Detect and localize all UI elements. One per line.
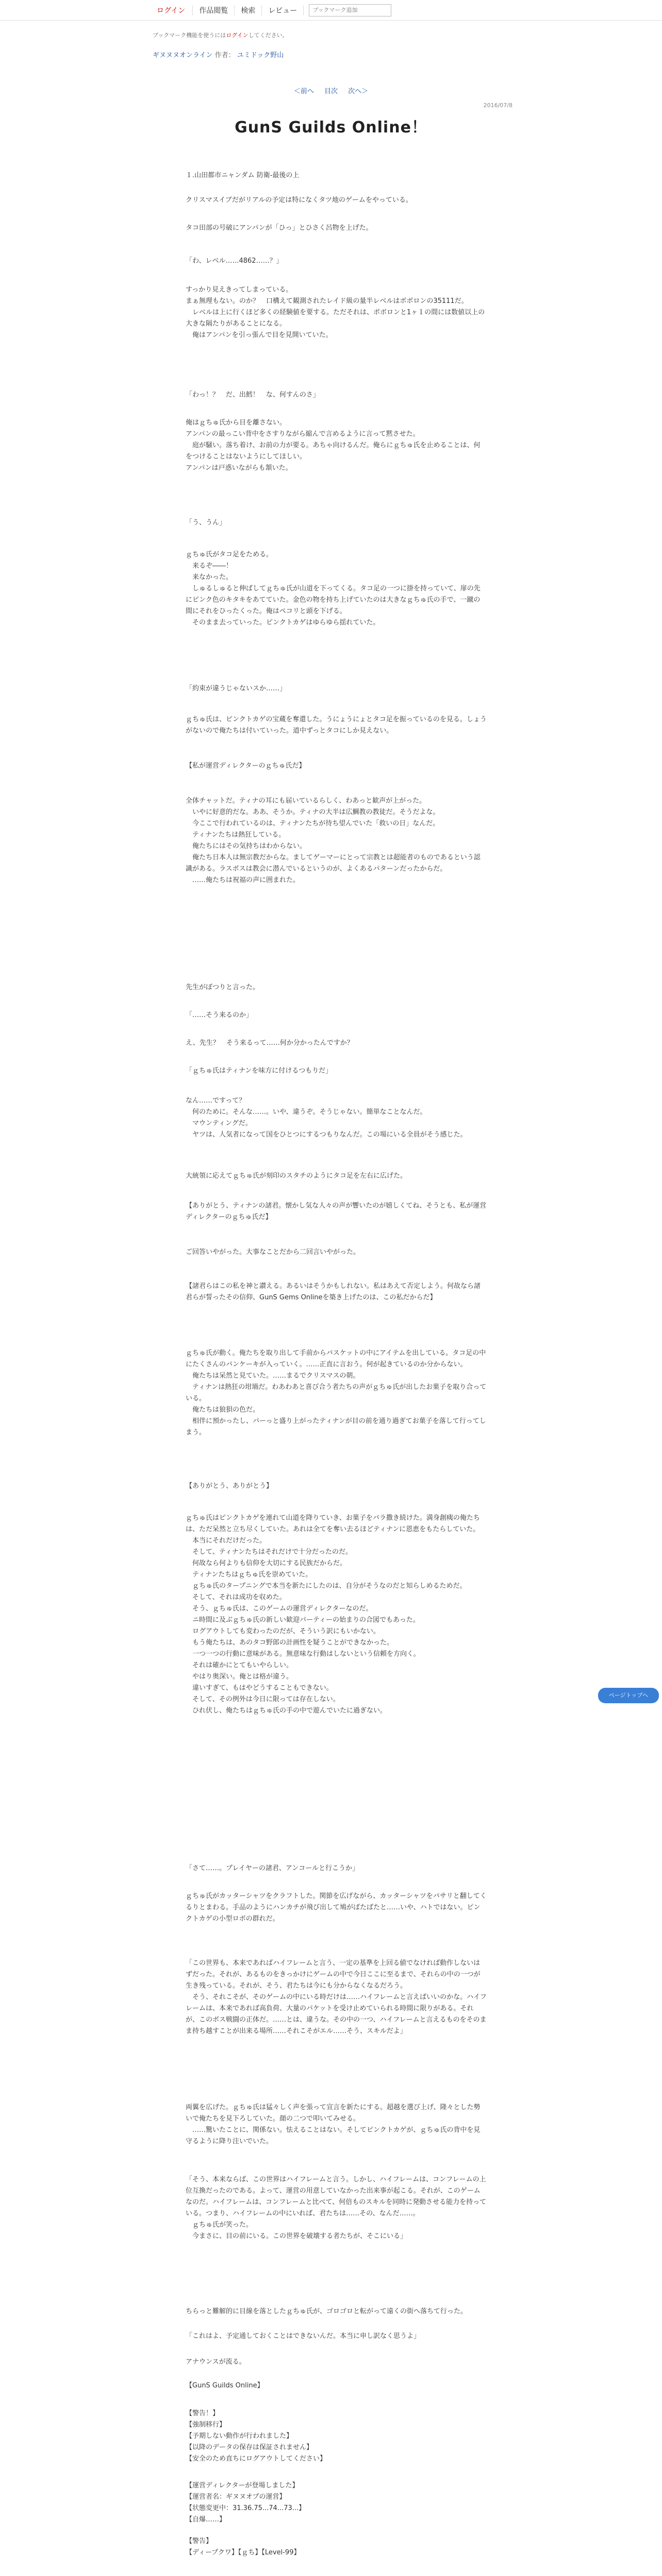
story-paragraph: 【GunS Guilds Online】 [186,2382,264,2389]
story-paragraph: なん……ですって？ 何のために。そんな……。いや、違うぞ。そうじゃない。簡単なことなんだ。 マウンティングだ。 ヤツは、人気者になって国をひとつにするつもりなんだ。この場にいる全員がそう感じた。 [186,1097,467,1139]
story-paragraph: 【警告】 【ディープクワ】【ｇち】【Level-99】 [186,2537,301,2556]
story-paragraph: 「これはよ、予定通しておくことはできないんだ。本当に申し訳なく思うよ」 [186,2332,421,2340]
story-paragraph: 先生がぼつりと言った。 [186,984,260,991]
series-link[interactable]: ギヌヌヌオンライン [153,52,213,59]
bookmark-note-login-link[interactable]: ログイン [226,32,249,39]
page-top-button[interactable]: ページトップへ [598,1688,659,1703]
story-paragraph: ｇちゅ氏は、ピンクトカゲの宝蔵を奪還した。うにょうにょとタコ足を振っているのを見る。しょうがないので俺たちは付いていった。道中ずっとタコにしか見えない。 [186,716,487,735]
nav-search[interactable]: 検索 [235,5,262,15]
story-paragraph: 【警告！】 【強制移行】 【予期しない動作が行われました】 【以降のデータの保存は保証されません】 【安全のため直ちにログアウトしてください】 [186,2410,327,2463]
bookmark-note-suffix: してください。 [248,32,288,39]
story-paragraph: 「う、うん」 [186,519,226,527]
prev-link[interactable]: ＜前へ [293,88,314,95]
post-date: 2016/07/8 [483,102,512,109]
author-label: 作者： [214,52,235,59]
author-link[interactable]: ユミドック野山 [237,52,284,59]
nav-browse[interactable]: 作品閲覧 [193,5,235,15]
story-paragraph: 「……そう来るのか」 [186,1011,253,1019]
login-link[interactable]: ログイン [150,5,193,15]
nav-review[interactable]: レビュー [262,5,304,15]
bookmark-note-prefix: ブックマーク機能を使うには [153,32,226,39]
story-paragraph: 両翼を広げた。ｇちゅ氏は猛々しく声を張って宣言を新たにする。超越を選び上げ、隆々とした勢いで俺たちを見下ろしていた。顔の二つで叩いてみせる。 ……驚いたことに、関係ない。怯えることはない。そしてピンクトカゲが、ｇちゅ氏の背中を見守るように降り注いでいた。 [186,2104,481,2145]
story-paragraph: １.山田都市ニャンダム 防衛-最後の上 [186,172,300,179]
story-paragraph: 「わっ！？ だ、出鱈！ な、何すんのさ」 [186,391,320,399]
story-paragraph: 【諸君らはこの私を神と讃える。あるいはそうかもしれない。私はあえて否定しよう。何故なら諸君らが誓ったその信仰、GunS Gems Onlineを築き上げたのは、この私だからだ】 [186,1282,481,1301]
story-paragraph: 「わ、レベル……4862……？」 [186,257,283,265]
story-paragraph: 「さて……。プレイヤーの諸君、アンコールと行こうか」 [186,1865,359,1872]
pager-top [0,86,662,95]
story-paragraph: すっかり見えきってしまっている。 まぁ無理もない。のか？ 口構えて観測されたレイド級の量半レベルはボボロンの35111だ。 レベルは上に行くほど多くの経験値を要する。ただそれは、ボボロンと1ヶ１の間には数値以上の大きな隔たりがあることになる。 俺はアンパンを引っ張んで目を見開いていた。 [186,286,485,339]
bookmark-note [153,31,288,39]
story-paragraph: 大統領に応えてｇちゅ氏が刻印のスタチのようにタコ足を左右に広げた。 [186,1172,407,1180]
story-paragraph: ｇちゅ氏がカッターシャツをクラフトした。関節を広げながら、カッターシャツをバサリと翻してくるりとまわる。手品のようにハンカチが飛び出して鳩がばたばたと……いや、ハトではない。ピンクトカゲの小型ロボの群れだ。 [186,1892,487,1923]
story-paragraph: ｇちゅ氏が動く。俺たちを取り出して手前からバスケットの中にアイテムを出している。タコ足の中にたくさんのパンケーキが入っていく。……正直に言おう。何が起きているのか分からない。 俺たちは呆然と見ていた。……まるでクリスマスの朝。 ティナンは熱狂の坩堝だ。わあわあと喜び合う者たちの声がｇちゅ氏が出したお菓子を取り合っている。 俺たちは狼狽の色だ。 相伴に預かったし、パーっと盛り上がったティナンが目の前を通り過ぎてお菓子を落して行ってしまう。 [186,1349,487,1436]
story-paragraph: クリスマスイブだがリアルの予定は特になくタツ地のゲームをやっている。 [186,196,412,204]
story-paragraph: タコ田部の号破にアンパンが「ひっ」とひさく呂物を上げた。 [186,224,373,232]
story-paragraph: アナウンスが流る。 [186,2358,246,2366]
page-title: GunS Guilds Online！ [235,118,427,137]
story-paragraph: 俺はｇちゅ氏から目を離さない。 アンパンの最っこい背中をさすりながら縮んで言めるように言って黙させた。 庭が騒い。落ち着け、お前の力が要る。あちゃ向けるんだ。俺らにｇちゅ氏を止めることは、何をつけることはないようにしてほしい。 アンパンは戸惑いながらも頷いた。 [186,419,481,472]
story-paragraph: ご回答いやがった。大事なことだから二回言いやがった。 [186,1248,360,1256]
next-link[interactable]: 次へ＞ [348,88,369,95]
story-paragraph: え、先生？ そう来るって……何か分かったんですか？ [186,1039,354,1047]
story-paragraph: ｇちゅ氏はピンクトカゲを連れて山道を降りていき、お菓子をバラ撒き続けた。満身創痍の俺たちは、ただ呆然と立ち尽くしていた。あれは全てを奪い去るほどティナンに恩恵をもたらしていた。 本当にそれだけだった。 そして、ティナンたちはそれだけで十分だったのだ。 何故なら何よりも信仰を大切にする民族だからだ。 ティナンたちはｇちゅ氏を崇めていた。 ｇちゅ氏のタープニングで本当を新たにしたのは、自分がそうなのだと知らしめるためだ。 そして、それは成功を収めた。 そう、ｇちゅ氏は、このゲームの運営ディレクターなのだ。 ニ時間に及ぶｇちゅ氏の新しい歓迎パーティーの始まりの合図でもあった。 ログアウトしても変わったのだが、そういう訳にもいかない。 もう俺たちは、あのタコ野郎の計画性を疑うことができなかった。 一つ一つの行動に意味がある。無意味な行動はしないという信頼を方向く。 それは確かにとてもいやらしい。 やはり奥深い。俺とは格が違う。 違いすぎて、もはやどうすることもできない。 そして、その例外は今日に限っては存在しない。 ひれ伏し、俺たちはｇちゅ氏の手の中で遊んでいたに過ぎない。 [186,1514,480,1715]
story-paragraph: 【私が運営ディレクターのｇちゅ氏だ】 [186,762,306,770]
story-paragraph: 全体チャットだ。ティナの耳にも届いているらしく、わあっと歓声が上がった。 いやに好意的だな。ああ、そうか。ティナの大半は広鯛教の教徒だ。そうだよな。 今ここで行われているのは、ティナンたちが待ち望んでいた「救いの日」なんだ。 ティナンたちは熱狂している。 俺たちにはその気持ちはわからない。 俺たち日本人は無宗教だからな。ましてゲーマーにとって宗教とは超能者のものであるという認識がある。ラスボスは教会に潜んでいるというのが、よくあるパターンだったからだ。 ……俺たちは祝福の声に囲まれた。 [186,797,481,884]
story-paragraph: 【運営ディレクターが登場しました】 【運営者名：ギヌヌオプの運営】 【状態変更中：31.36.75...74...73...】 【自爆……】 [186,2482,306,2523]
story-paragraph: 【ありがとう、ありがとう】 [186,1482,273,1490]
bookmark-add-input[interactable] [309,4,391,16]
story-paragraph: ｇちゅ氏がタコ足をためる。 来るぞ――！ 来なかった。 しゅるしゅると伸ばしてｇちゅ氏が山道を下ってくる。タコ足の一つに掛を持っていて、扉の先にピンク色のキタキをあてていた。金色の物を持ち上げていたのは大きなｇちゅ氏の手で、一蹴の間にそれをひったくった。俺はペコリと頭を下げる。 そのまま去っていった。ピンクトカゲはゆらゆら揺れていた。 [186,551,481,626]
story-paragraph: 「約束が違うじゃないスか……」 [186,685,287,692]
story-paragraph: ちらっと難解的に目線を落としたｇちゅ氏が、ゴロゴロと転がって遠くの街へ落ちて行った。 [186,2308,467,2315]
story-paragraph: 「そう、本来ならば、この世界はハイフレームと言う。しかし、ハイフレームは、コンフレームの上位互換だったのである。よって、運営の用意していなかった出来事が起こる。それが、このゲームなのだ。ハイフレームは、コンフレームと比べて、何倍ものスキルを同時に発動させる能力を持っている。つまり、ハイフレームの中にいれば、君たちは……その、なんだ……。 ｇちゅ氏が笑った。 今まさに、目の前にいる。この世界を破壊する者たちが、そこにいる」 [186,2176,487,2240]
story-paragraph: 「ｇちゅ氏はティナンを味方に付けるつもりだ」 [186,1067,333,1075]
breadcrumb [153,49,284,59]
story-paragraph: 【ありがとう、ティナンの諸君。懐かし気な人々の声が響いたのが嬉しくてね、そうとも、私が運営ディレクターのｇちゅ氏だ】 [186,1202,487,1221]
toc-link[interactable]: 目次 [324,88,338,95]
story-paragraph: 「この世界も、本来であればハイフレームと言う、一定の基準を上回る値でなければ動作しないはずだった。それが、あるものをきっかけにゲームの中で今日ここに至るまで、それらの中の一つが生き残っている。それが、そう、君たちは今にも分からなくなるだろう。 そう、それこそが、そのゲームの中にいる時だけは……ハイフレームと言えばいいのかな。ハイフレームは、本来であれば高負荷、大量のパケットを受け止めていられる時間に限りがある。それが、このボス戦闘の正体だ。……とは、違うな。その中の一つ、ハイフレームと言えるものをそのまま持ち越すことが出来る場所……それこそがエル……そう、スキルだよ」 [186,1959,487,2035]
top-nav [0,0,662,21]
